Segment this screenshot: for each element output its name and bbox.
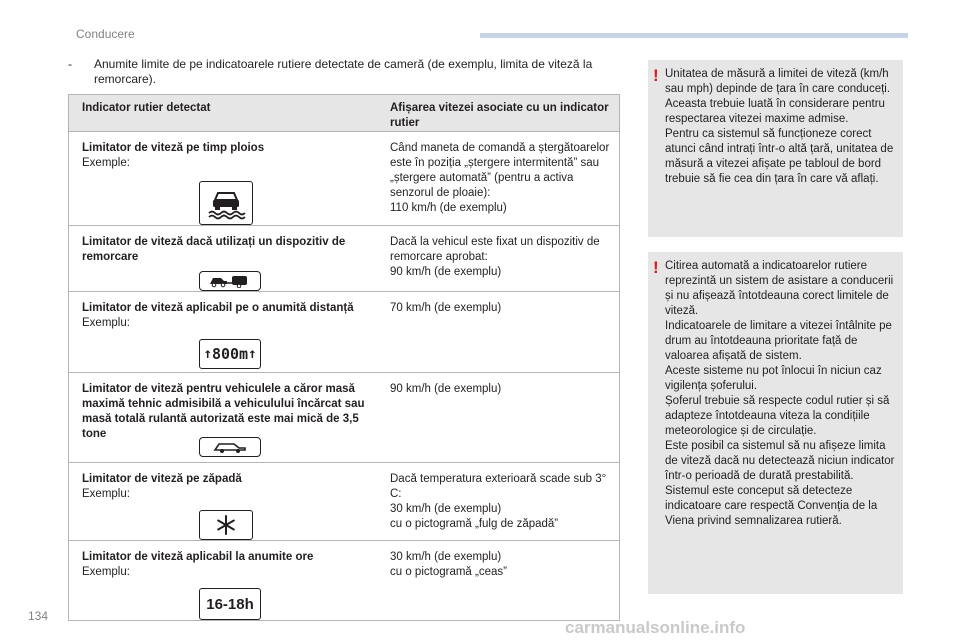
note-line: Sistemul este conceput să detecteze indicatoare care respectă Convenția de la Viena privind semnalizarea rutieră. — [665, 485, 878, 527]
sign-cell — [69, 226, 381, 292]
note-line: Indicatoarele de limitare a vitezei întâlnite pe drum au întotdeauna prioritate față de valoarea afișată de sistem. — [665, 320, 892, 362]
row-title: Limitator de viteză aplicabil la anumite ore — [82, 551, 314, 563]
note-line: Citirea automată a indicatoarelor rutiere reprezintă un sistem de asistare a conducerii și nu afișează întotdeauna corect limitele de viteză. — [665, 260, 894, 317]
warning-exclamation-icon: ! — [653, 258, 659, 277]
table-row — [69, 132, 620, 226]
table-header-display: Afișarea vitezei asociate cu un indicator rutier — [380, 95, 620, 132]
sign-cell — [69, 463, 381, 541]
traffic-sign-table — [68, 94, 620, 621]
warning-exclamation-icon: ! — [653, 66, 659, 85]
sign-time-text: 16-18h — [206, 595, 254, 613]
display-line: 90 km/h (de exemplu) — [390, 266, 502, 278]
row-subtitle: Exemplu: — [82, 317, 130, 329]
display-line: Dacă temperatura exterioară scade sub 3° C: — [390, 473, 607, 500]
car-sign-icon — [199, 437, 261, 457]
display-line: cu o pictogramă „fulg de zăpadă” — [390, 518, 559, 530]
row-subtitle: Exemplu: — [82, 488, 130, 500]
row-title: Limitator de viteză dacă utilizați un dispozitiv de remorcare — [82, 236, 346, 263]
intro-text: Anumite limite de pe indicatoarele rutiere detectate de cameră (de exemplu, limita de viteză la remorcare). — [94, 57, 593, 86]
sign-distance-text: 800m — [211, 344, 249, 363]
car-trailer-sign-icon — [199, 271, 261, 291]
row-title: Limitator de viteză aplicabil pe o anumită distanță — [82, 302, 354, 314]
arrow-up-icon: ↑ — [248, 345, 257, 362]
row-title: Limitator de viteză pe timp ploios — [82, 142, 265, 154]
row-title: Limitator de viteză pe zăpadă — [82, 473, 242, 485]
snowflake-sign-icon — [199, 510, 253, 540]
display-cell — [380, 541, 620, 621]
time-sign-icon — [199, 588, 261, 620]
intro-paragraph — [68, 57, 623, 87]
display-line: 110 km/h (de exemplu) — [390, 202, 507, 214]
display-cell — [380, 132, 620, 226]
note-line: Unitatea de măsură a limitei de viteză (km/h sau mph) depinde de țara în care conduceți. — [665, 68, 891, 95]
display-cell — [380, 373, 620, 463]
sign-cell — [69, 373, 381, 463]
display-line: 30 km/h (de exemplu) — [390, 503, 502, 515]
display-line: Dacă la vehicul este fixat un dispozitiv de remorcare aprobat: — [390, 236, 600, 263]
rain-car-sign-icon — [199, 181, 253, 225]
sign-cell — [69, 292, 381, 373]
table-header-sign: Indicator rutier detectat — [69, 95, 381, 132]
note-text — [665, 67, 901, 187]
note-line: Pentru ca sistemul să funcționeze corect atunci când intrați într-o altă țară, unitatea de măsură a vitezei afișate pe tabloul de bord trebuie să fie cea din țara în care vă aflați. — [665, 128, 894, 185]
note-line: Aceasta trebuie luată în considerare pentru respectarea vitezei maxime admise. — [665, 98, 885, 125]
display-line: 90 km/h (de exemplu) — [390, 383, 502, 395]
display-cell — [380, 226, 620, 292]
warning-note-system — [648, 252, 903, 594]
sign-cell — [69, 132, 381, 226]
section-title: Conducere — [76, 27, 135, 41]
table-row — [69, 373, 620, 463]
bullet-dash: - — [68, 57, 72, 71]
table-row — [69, 226, 620, 292]
row-title: Limitator de viteză pentru vehiculele a căror masă maximă tehnic admisibilă a vehiculului încărcat sau masă totală rulantă autorizată este mai mică de 3,5 tone — [82, 383, 365, 440]
row-subtitle: Exemple: — [82, 157, 130, 169]
display-line: 70 km/h (de exemplu) — [390, 302, 502, 314]
sign-cell — [69, 541, 381, 621]
display-line: cu o pictogramă „ceas” — [390, 566, 507, 578]
header-bar — [480, 33, 908, 38]
display-line: 30 km/h (de exemplu) — [390, 551, 502, 563]
note-line: Aceste sisteme nu pot înlocui în niciun caz vigilența șoferului. — [665, 365, 882, 392]
distance-sign-icon — [199, 339, 261, 369]
table-row — [69, 463, 620, 541]
display-cell — [380, 292, 620, 373]
note-line: Șoferul trebuie să respecte codul rutier și să adapteze întotdeauna viteza la condițiile meteorologice și de circulație. — [665, 395, 890, 437]
arrow-up-icon: ↑ — [203, 345, 212, 362]
row-subtitle: Exemplu: — [82, 566, 130, 578]
page-number: 134 — [28, 609, 49, 623]
note-line: Este posibil ca sistemul să nu afișeze limita de viteză dacă nu detectează niciun indicator într-o perioadă de durată prestabilită. — [665, 440, 895, 482]
note-text — [665, 259, 901, 529]
table-header-row — [69, 95, 620, 132]
warning-note-units — [648, 60, 903, 237]
table-row — [69, 541, 620, 621]
display-cell — [380, 463, 620, 541]
display-line: Când maneta de comandă a ștergătoarelor este în poziția „ștergere intermitentă” sau „ștergere automată” (pentru a activa senzorul de ploaie): — [390, 142, 610, 199]
table-row — [69, 292, 620, 373]
footer-watermark: carmanualsonline.info — [565, 618, 746, 637]
